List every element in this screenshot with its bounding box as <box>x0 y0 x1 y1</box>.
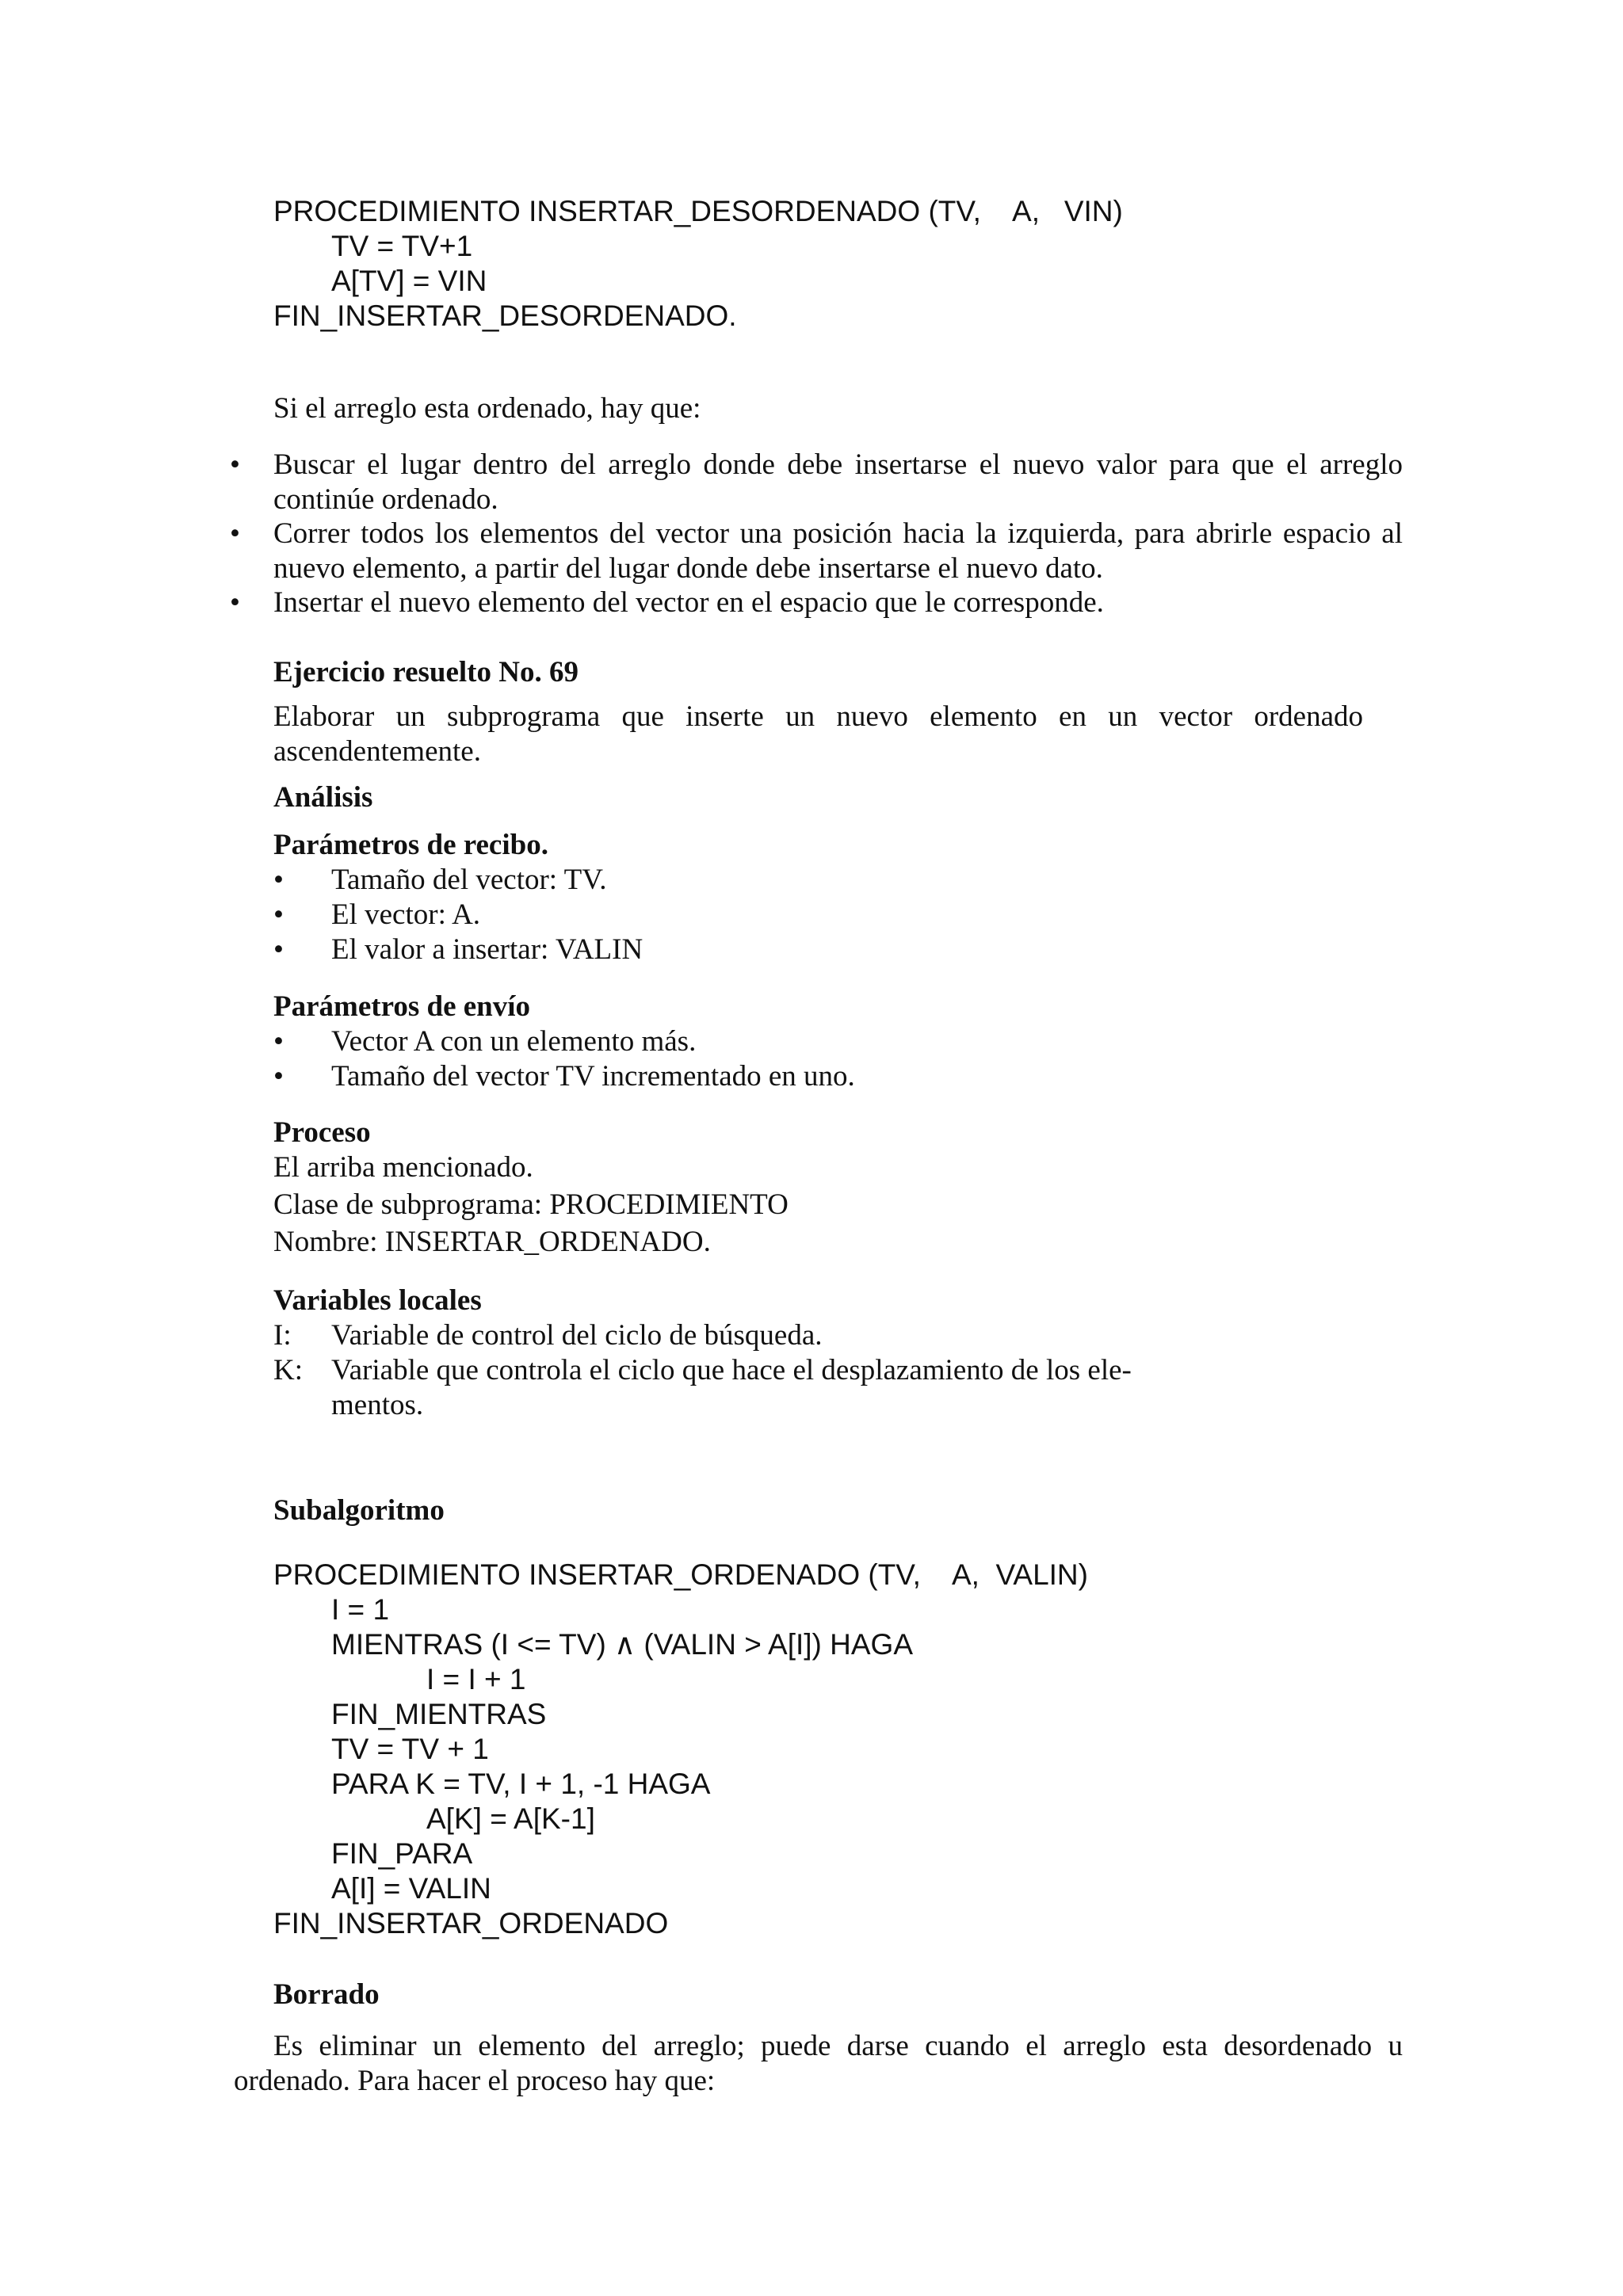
code-line: FIN_INSERTAR_ORDENADO <box>273 1907 669 1939</box>
analysis-heading: Análisis <box>273 781 373 814</box>
process-line: El arriba mencionado. <box>273 1151 533 1184</box>
variable-desc: Variable de control del ciclo de búsqueda. <box>331 1319 823 1352</box>
bullet-icon: • <box>273 1060 284 1093</box>
subalgorithm-heading: Subalgoritmo <box>273 1494 445 1527</box>
bullet-icon: • <box>230 586 240 619</box>
code-line: I = 1 <box>331 1593 390 1626</box>
bullet-icon: • <box>273 1025 284 1058</box>
variable-desc: Variable que controla el ciclo que hace el desplazamiento de los ele- <box>331 1354 1132 1386</box>
process-line: Clase de subprograma: PROCEDIMIENTO <box>273 1188 789 1221</box>
code-line: TV = TV+1 <box>331 230 473 262</box>
list-item: Vector A con un elemento más. <box>331 1025 697 1058</box>
code-line: MIENTRAS (I <= TV) ∧ (VALIN > A[I]) HAGA <box>331 1628 914 1661</box>
deletion-heading: Borrado <box>273 1978 380 2011</box>
intro-text: Si el arreglo esta ordenado, hay que: <box>273 392 701 425</box>
locals-heading: Variables locales <box>273 1284 482 1317</box>
bullet-text: nuevo elemento, a partir del lugar donde debe insertarse el nuevo dato. <box>273 552 1103 585</box>
code-line: A[K] = A[K-1] <box>426 1802 595 1835</box>
list-item: El vector: A. <box>331 898 481 931</box>
variable-desc: mentos. <box>331 1389 424 1421</box>
code-line: PARA K = TV, I + 1, -1 HAGA <box>331 1768 711 1800</box>
code-line: A[I] = VALIN <box>331 1872 491 1905</box>
code-line: PROCEDIMIENTO INSERTAR_ORDENADO (TV, A, VALIN) <box>273 1558 1088 1591</box>
bullet-text: Buscar el lugar dentro del arreglo donde debe insertarse el nuevo valor para que el arreglo <box>273 448 1403 481</box>
params-out-heading: Parámetros de envío <box>273 990 531 1023</box>
deletion-text: Es eliminar un elemento del arreglo; puede darse cuando el arreglo esta desordenado u <box>273 2030 1403 2062</box>
exercise-statement: Elaborar un subprograma que inserte un nuevo elemento en un vector ordenado <box>273 700 1363 733</box>
code-line: TV = TV + 1 <box>331 1733 489 1765</box>
process-line: Nombre: INSERTAR_ORDENADO. <box>273 1226 711 1258</box>
code-line: FIN_MIENTRAS <box>331 1698 547 1730</box>
list-item: Tamaño del vector TV incrementado en uno. <box>331 1060 855 1093</box>
bullet-text: Correr todos los elementos del vector una posición hacia la izquierda, para abrirle espacio al <box>273 517 1403 550</box>
code-line: FIN_PARA <box>331 1837 473 1870</box>
list-item: El valor a insertar: VALIN <box>331 933 643 966</box>
bullet-icon: • <box>273 864 284 896</box>
params-in-heading: Parámetros de recibo. <box>273 829 548 861</box>
code-line: I = I + 1 <box>426 1663 526 1695</box>
bullet-text: continúe ordenado. <box>273 483 498 516</box>
exercise-title: Ejercicio resuelto No. 69 <box>273 656 579 688</box>
bullet-icon: • <box>273 933 284 966</box>
code-line: FIN_INSERTAR_DESORDENADO. <box>273 299 737 332</box>
variable-name: I: <box>273 1319 292 1352</box>
bullet-icon: • <box>230 517 240 550</box>
code-line: A[TV] = VIN <box>331 265 487 297</box>
bullet-icon: • <box>230 448 240 481</box>
exercise-statement: ascendentemente. <box>273 735 481 768</box>
code-line: PROCEDIMIENTO INSERTAR_DESORDENADO (TV, A, VIN) <box>273 195 1123 227</box>
process-heading: Proceso <box>273 1116 371 1149</box>
bullet-icon: • <box>273 898 284 931</box>
deletion-text: ordenado. Para hacer el proceso hay que: <box>234 2065 716 2097</box>
list-item: Tamaño del vector: TV. <box>331 864 607 896</box>
bullet-text: Insertar el nuevo elemento del vector en el espacio que le corresponde. <box>273 586 1104 619</box>
variable-name: K: <box>273 1354 303 1386</box>
